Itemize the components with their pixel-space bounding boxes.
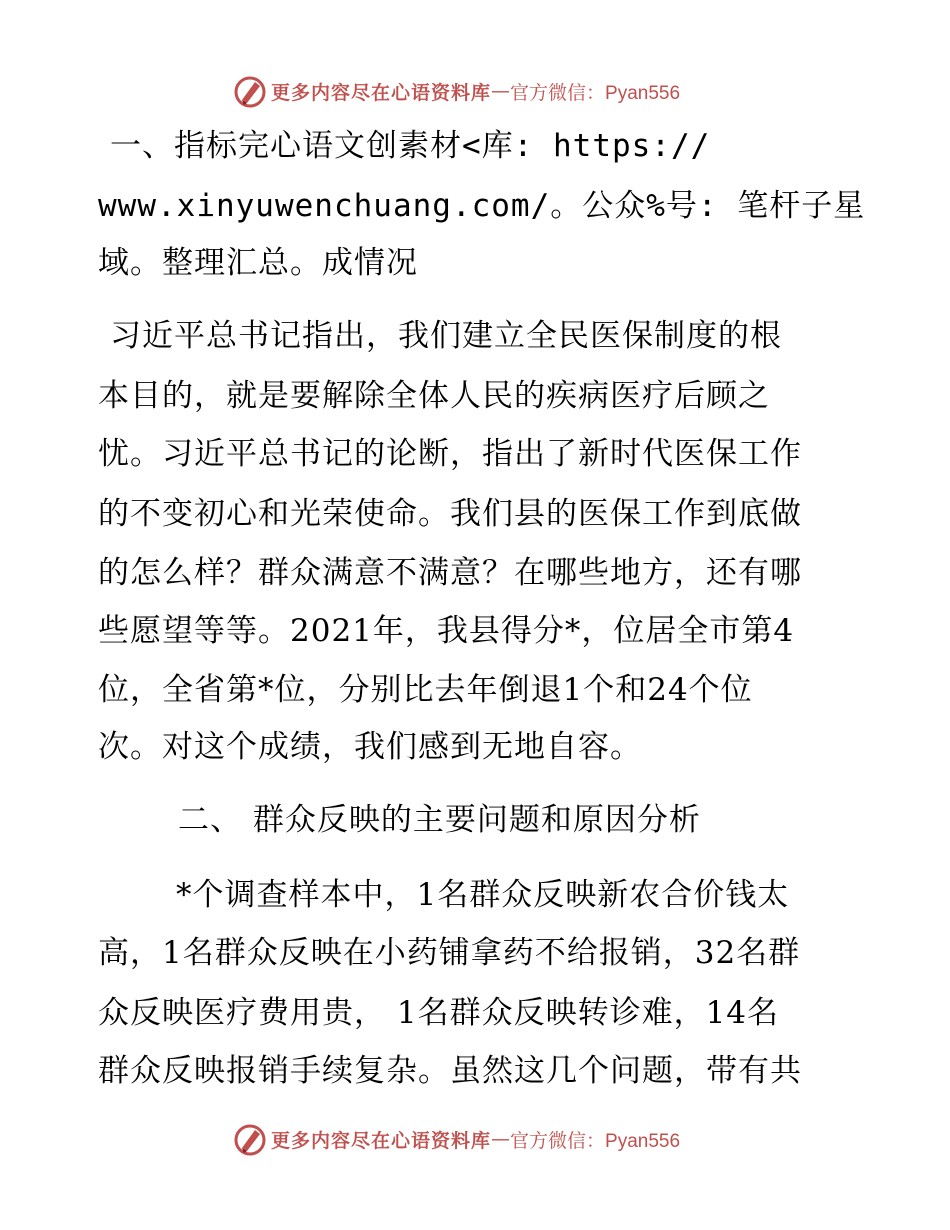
section1-body-line-3: 忧。习近平总书记的论断，指出了新时代医保工作 <box>98 436 802 472</box>
pen-logo-icon <box>233 74 267 108</box>
banner-site-text: 更多内容尽在心语资料库 <box>271 1129 492 1152</box>
section2-body-line-1: *个调查样本中，1名群众反映新农合价钱太 <box>176 877 790 913</box>
section1-body-line-5: 的怎么样？群众满意不满意？在哪些地方，还有哪 <box>98 555 802 591</box>
section2-body-line-2: 高，1名群众反映在小药铺拿药不给报销，32名群 <box>98 935 801 971</box>
banner-wechat-text: 官方微信：Pyan556 <box>510 82 681 104</box>
section1-heading-line-3: 域。整理汇总。成情况 <box>98 245 418 281</box>
section1-body-line-4: 的不变初心和光荣使命。我们县的医保工作到底做 <box>98 496 802 532</box>
section1-body-line-8: 次。对这个成绩，我们感到无地自容。 <box>98 729 642 765</box>
banner-dash: — <box>491 1128 511 1150</box>
banner-wechat-text: 官方微信：Pyan556 <box>510 1130 681 1152</box>
banner-dash: — <box>491 80 511 102</box>
pen-logo-icon <box>233 1122 267 1156</box>
section1-heading-line-1: 一、指标完心语文创素材<库: https:// <box>110 128 711 164</box>
section2-body-line-3: 众反映医疗费用贵， 1名群众反映转诊难，14名 <box>98 995 780 1031</box>
section2-body-line-4: 群众反映报销手续复杂。虽然这几个问题，带有共 <box>98 1053 802 1089</box>
section1-body-line-6: 些愿望等等。2021年，我县得分*，位居全市第4 <box>98 613 795 649</box>
footer-banner <box>233 1119 680 1159</box>
banner-site-text: 更多内容尽在心语资料库 <box>271 81 492 104</box>
section1-body-line-1: 习近平总书记指出，我们建立全民医保制度的根 <box>110 318 782 354</box>
section1-body-line-2: 本目的，就是要解除全体人民的疾病医疗后顾之 <box>98 378 770 414</box>
section2-heading: 二、 群众反映的主要问题和原因分析 <box>178 802 701 838</box>
header-banner <box>233 71 680 111</box>
section1-heading-line-2: www.xinyuwenchuang.com/。公众%号: 笔杆子星 <box>98 188 866 224</box>
section1-body-line-7: 位，全省第*位，分别比去年倒退1个和24个位 <box>98 672 753 708</box>
